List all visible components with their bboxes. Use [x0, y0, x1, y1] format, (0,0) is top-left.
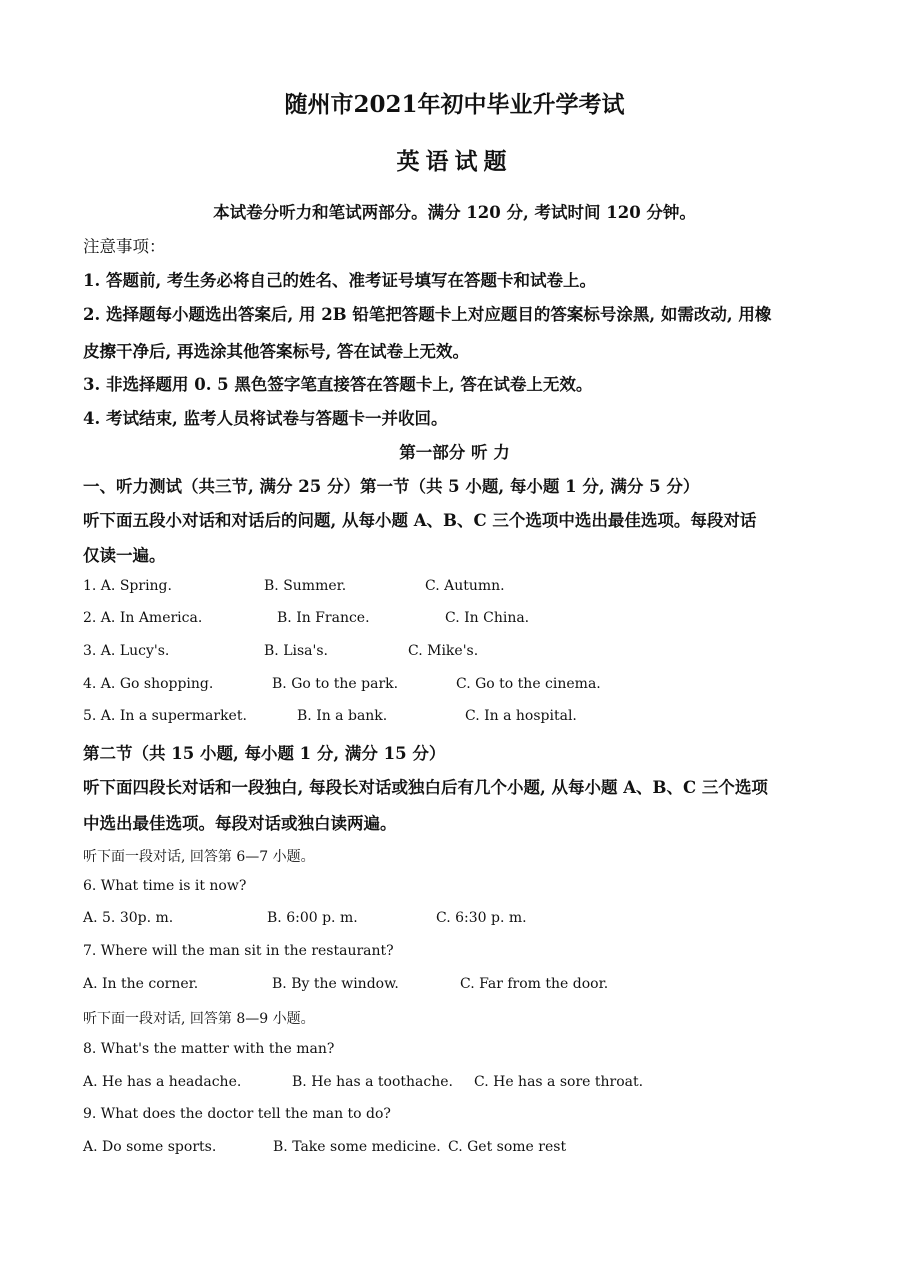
- question-9: 9. What does the doctor tell the man to do?: [83, 1106, 391, 1122]
- exam-intro: 本试卷分听力和笔试两部分。满分 120 分, 考试时间 120 分钟。: [213, 203, 696, 222]
- q4-option-a: 4. A. Go shopping.: [83, 676, 214, 692]
- question-7: 7. Where will the man sit in the restaurant?: [83, 943, 394, 959]
- q4-option-b: B. Go to the park.: [272, 676, 399, 692]
- q6-option-a: A. 5. 30p. m.: [83, 910, 174, 926]
- q5-option-a: 5. A. In a supermarket.: [83, 708, 247, 724]
- q8-option-a: A. He has a headache.: [83, 1074, 242, 1090]
- section2-instruction-cont: 中选出最佳选项。每段对话或独白读两遍。: [83, 814, 397, 833]
- q9-option-a: A. Do some sports.: [83, 1139, 217, 1155]
- section2-heading: 第二节（共 15 小题, 每小题 1 分, 满分 15 分）: [83, 744, 446, 763]
- q1-option-c: C. Autumn.: [425, 578, 505, 594]
- q2-option-a: 2. A. In America.: [83, 610, 203, 626]
- q1-option-a: 1. A. Spring.: [83, 578, 172, 594]
- q4-option-c: C. Go to the cinema.: [456, 676, 601, 692]
- note-item-3: 3. 非选择题用 0. 5 黑色签字笔直接答在答题卡上, 答在试卷上无效。: [83, 375, 593, 394]
- q9-option-c: C. Get some rest: [448, 1139, 567, 1155]
- q3-option-a: 3. A. Lucy's.: [83, 643, 170, 659]
- dialog-6-7-instruction: 听下面一段对话, 回答第 6—7 小题。: [83, 849, 315, 865]
- exam-subtitle: 英语试题: [396, 148, 513, 175]
- q7-option-a: A. In the corner.: [83, 976, 199, 992]
- notes-heading: 注意事项：: [83, 237, 166, 256]
- note-item-1: 1. 答题前, 考生务必将自己的姓名、准考证号填写在答题卡和试卷上。: [83, 271, 596, 290]
- q6-option-b: B. 6:00 p. m.: [267, 910, 358, 926]
- q2-option-b: B. In France.: [277, 610, 370, 626]
- q3-option-b: B. Lisa's.: [264, 643, 328, 659]
- section1-heading: 一、听力测试（共三节, 满分 25 分）第一节（共 5 小题, 每小题 1 分, 满分 5 分）: [83, 477, 700, 496]
- q5-option-c: C. In a hospital.: [465, 708, 577, 724]
- question-8: 8. What's the matter with the man?: [83, 1041, 335, 1057]
- note-item-2-cont: 皮擦干净后, 再选涂其他答案标号, 答在试卷上无效。: [83, 342, 469, 361]
- q7-option-c: C. Far from the door.: [460, 976, 609, 992]
- q1-option-b: B. Summer.: [264, 578, 347, 594]
- q8-option-b: B. He has a toothache.: [292, 1074, 453, 1090]
- section1-instruction: 听下面五段小对话和对话后的问题, 从每小题 A、B、C 三个选项中选出最佳选项。每段对话: [83, 511, 757, 530]
- q8-option-c: C. He has a sore throat.: [474, 1074, 644, 1090]
- question-6: 6. What time is it now?: [83, 878, 247, 894]
- q6-option-c: C. 6:30 p. m.: [436, 910, 527, 926]
- q9-option-b: B. Take some medicine.: [273, 1139, 441, 1155]
- section2-instruction: 听下面四段长对话和一段独白, 每段长对话或独白后有几个小题, 从每小题 A、B、C 三个选项: [83, 778, 768, 797]
- q2-option-c: C. In China.: [445, 610, 530, 626]
- exam-title: 随州市2021年初中毕业升学考试: [284, 91, 625, 118]
- q7-option-b: B. By the window.: [272, 976, 399, 992]
- q5-option-b: B. In a bank.: [297, 708, 388, 724]
- dialog-8-9-instruction: 听下面一段对话, 回答第 8—9 小题。: [83, 1011, 315, 1027]
- note-item-4: 4. 考试结束, 监考人员将试卷与答题卡一并收回。: [83, 409, 448, 428]
- part1-title: 第一部分 听 力: [399, 443, 510, 462]
- section1-instruction-cont: 仅读一遍。: [83, 546, 166, 565]
- note-item-2: 2. 选择题每小题选出答案后, 用 2B 铅笔把答题卡上对应题目的答案标号涂黑, 如需改动, 用橡: [83, 305, 772, 324]
- q3-option-c: C. Mike's.: [408, 643, 479, 659]
